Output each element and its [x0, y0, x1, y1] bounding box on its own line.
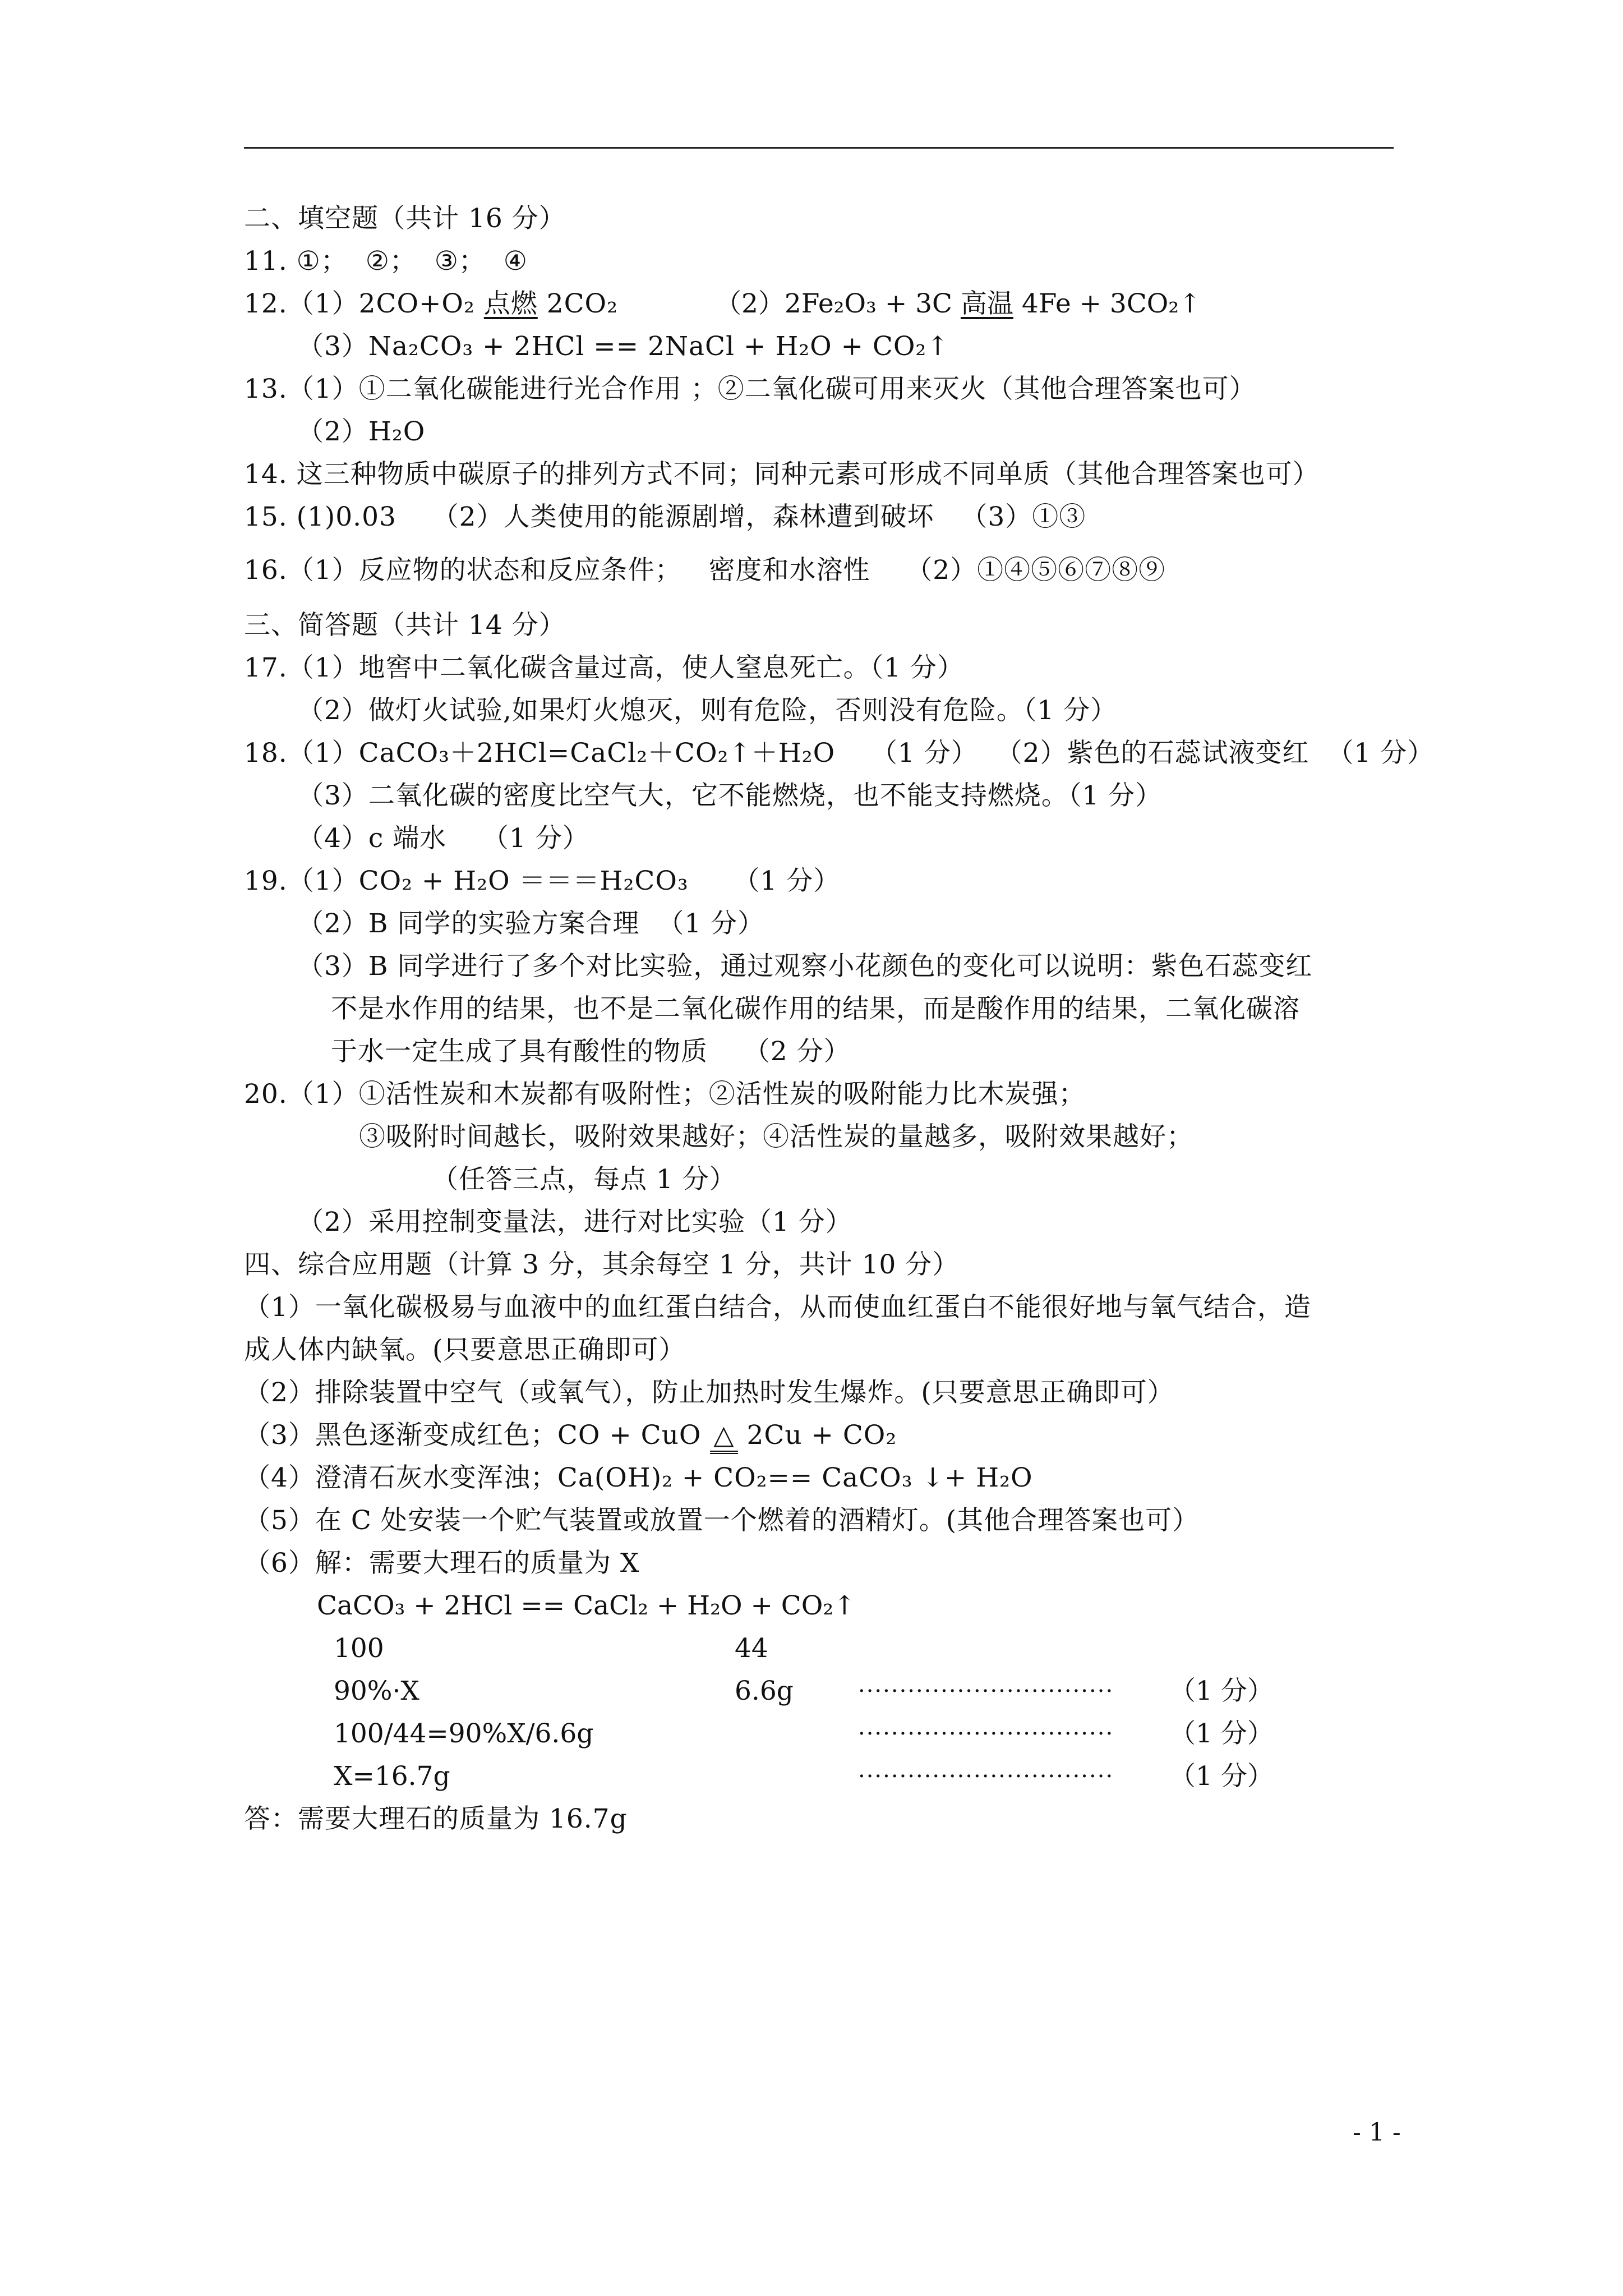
- answer-s4-4: （4）澄清石灰水变浑浊；Ca(OH)₂ + CO₂== CaCO₃ ↓+ H₂O: [244, 1462, 1033, 1493]
- final-answer: 答：需要大理石的质量为 16.7g: [244, 1803, 628, 1834]
- page-number: - 1 -: [1353, 2118, 1401, 2147]
- condition-ignite: 点燃: [483, 288, 538, 319]
- calc-row-2-dots: ·······························: [858, 1678, 1114, 1704]
- answer-12-2: （2）2Fe₂O₃ + 3C 高温 4Fe + 3CO₂↑: [715, 288, 1201, 319]
- calc-row-3-dots: ·······························: [858, 1721, 1114, 1747]
- answer-14: 14. 这三种物质中碳原子的排列方式不同；同种元素可形成不同单质（其他合理答案也可）: [244, 459, 1320, 490]
- answer-18-3: （3）二氧化碳的密度比空气大，它不能燃烧，也不能支持燃烧。（1 分）: [297, 780, 1163, 811]
- condition-high-temp: 高温: [960, 288, 1013, 319]
- calc-row-4-score: （1 分）: [1169, 1761, 1274, 1792]
- answer-15: 15. (1)0.03 （2）人类使用的能源剧增，森林遭到破坏 （3）①③: [244, 501, 1086, 532]
- calc-row-4-dots: ·······························: [858, 1764, 1114, 1789]
- answer-20-1-line3: （任答三点，每点 1 分）: [432, 1164, 736, 1195]
- answer-17-2: （2）做灯火试验,如果灯火熄灭，则有危险，否则没有危险。（1 分）: [297, 695, 1118, 726]
- answer-s4-5: （5）在 C 处安装一个贮气装置或放置一个燃着的酒精灯。(其他合理答案也可）: [244, 1505, 1200, 1536]
- calc-row-3-left: 100/44=90%X/6.6g: [334, 1718, 594, 1749]
- answer-s4-3: （3）黑色逐渐变成红色；CO + CuO △ 2Cu + CO₂: [244, 1419, 897, 1452]
- answer-19-3-line3: 于水一定生成了具有酸性的物质 （2 分）: [331, 1036, 851, 1067]
- calc-equation: CaCO₃ + 2HCl == CaCl₂ + H₂O + CO₂↑: [317, 1590, 856, 1621]
- answer-11: 11. ①； ②； ③； ④: [244, 246, 528, 277]
- calc-row-4-left: X=16.7g: [334, 1761, 450, 1792]
- answer-13-2: （2）H₂O: [297, 416, 426, 447]
- answer-19-3-line2: 不是水作用的结果，也不是二氧化碳作用的结果，而是酸作用的结果，二氧化碳溶: [331, 993, 1300, 1024]
- calc-row-1-left: 100: [334, 1633, 384, 1664]
- calc-row-2-left: 90%·X: [334, 1676, 419, 1706]
- condition-heat: △: [710, 1420, 737, 1454]
- answer-19-3-line1: （3）B 同学进行了多个对比实验，通过观察小花颜色的变化可以说明：紫色石蕊变红: [297, 951, 1313, 982]
- section-2-heading: 二、填空题（共计 16 分）: [244, 203, 566, 234]
- answer-16: 16.（1）反应物的状态和反应条件； 密度和水溶性 （2）①④⑤⑥⑦⑧⑨: [244, 555, 1166, 586]
- answer-s4-1-line1: （1）一氧化碳极易与血液中的血红蛋白结合，从而使血红蛋白不能很好地与氧气结合，造: [244, 1292, 1311, 1323]
- calc-row-3-score: （1 分）: [1169, 1718, 1274, 1749]
- section-3-heading: 三、简答题（共计 14 分）: [244, 610, 566, 641]
- answer-20-2: （2）采用控制变量法，进行对比实验（1 分）: [297, 1207, 852, 1237]
- answer-13-1: 13.（1）①二氧化碳能进行光合作用 ；②二氧化碳可用来灭火（其他合理答案也可）: [244, 374, 1256, 404]
- calc-row-2-right: 6.6g: [735, 1676, 794, 1706]
- section-4-heading: 四、综合应用题（计算 3 分，其余每空 1 分，共计 10 分）: [244, 1249, 960, 1280]
- answer-s4-2: （2）排除装置中空气（或氧气），防止加热时发生爆炸。(只要意思正确即可）: [244, 1377, 1174, 1408]
- answer-19-1: 19.（1）CO₂ + H₂O ＝＝＝H₂CO₃ （1 分）: [244, 866, 841, 896]
- answer-12-3: （3）Na₂CO₃ + 2HCl == 2NaCl + H₂O + CO₂↑: [297, 331, 949, 362]
- answer-s4-1-line2: 成人体内缺氧。(只要意思正确即可）: [244, 1335, 686, 1365]
- calc-row-1-right: 44: [735, 1633, 768, 1664]
- calc-row-2-score: （1 分）: [1169, 1676, 1274, 1706]
- answer-18-1: 18.（1）CaCO₃＋2HCl=CaCl₂＋CO₂↑＋H₂O （1 分） （2）紫色的石蕊试液变红 （1 分）: [244, 738, 1435, 769]
- answer-s4-6: （6）解：需要大理石的质量为 X: [244, 1548, 640, 1579]
- answer-20-1-line1: 20.（1）①活性炭和木炭都有吸附性；②活性炭的吸附能力比木炭强；: [244, 1079, 1086, 1110]
- answer-19-2: （2）B 同学的实验方案合理 （1 分）: [297, 908, 765, 939]
- answer-17-1: 17.（1）地窖中二氧化碳含量过高，使人窒息死亡。（1 分）: [244, 652, 964, 683]
- answer-18-4: （4）c 端水 （1 分）: [297, 823, 589, 854]
- header-rule: [244, 147, 1394, 149]
- answer-12-1: 12.（1）2CO+O₂ 点燃 2CO₂: [244, 288, 618, 319]
- answer-20-1-line2: ③吸附时间越长，吸附效果越好；④活性炭的量越多，吸附效果越好；: [359, 1121, 1193, 1152]
